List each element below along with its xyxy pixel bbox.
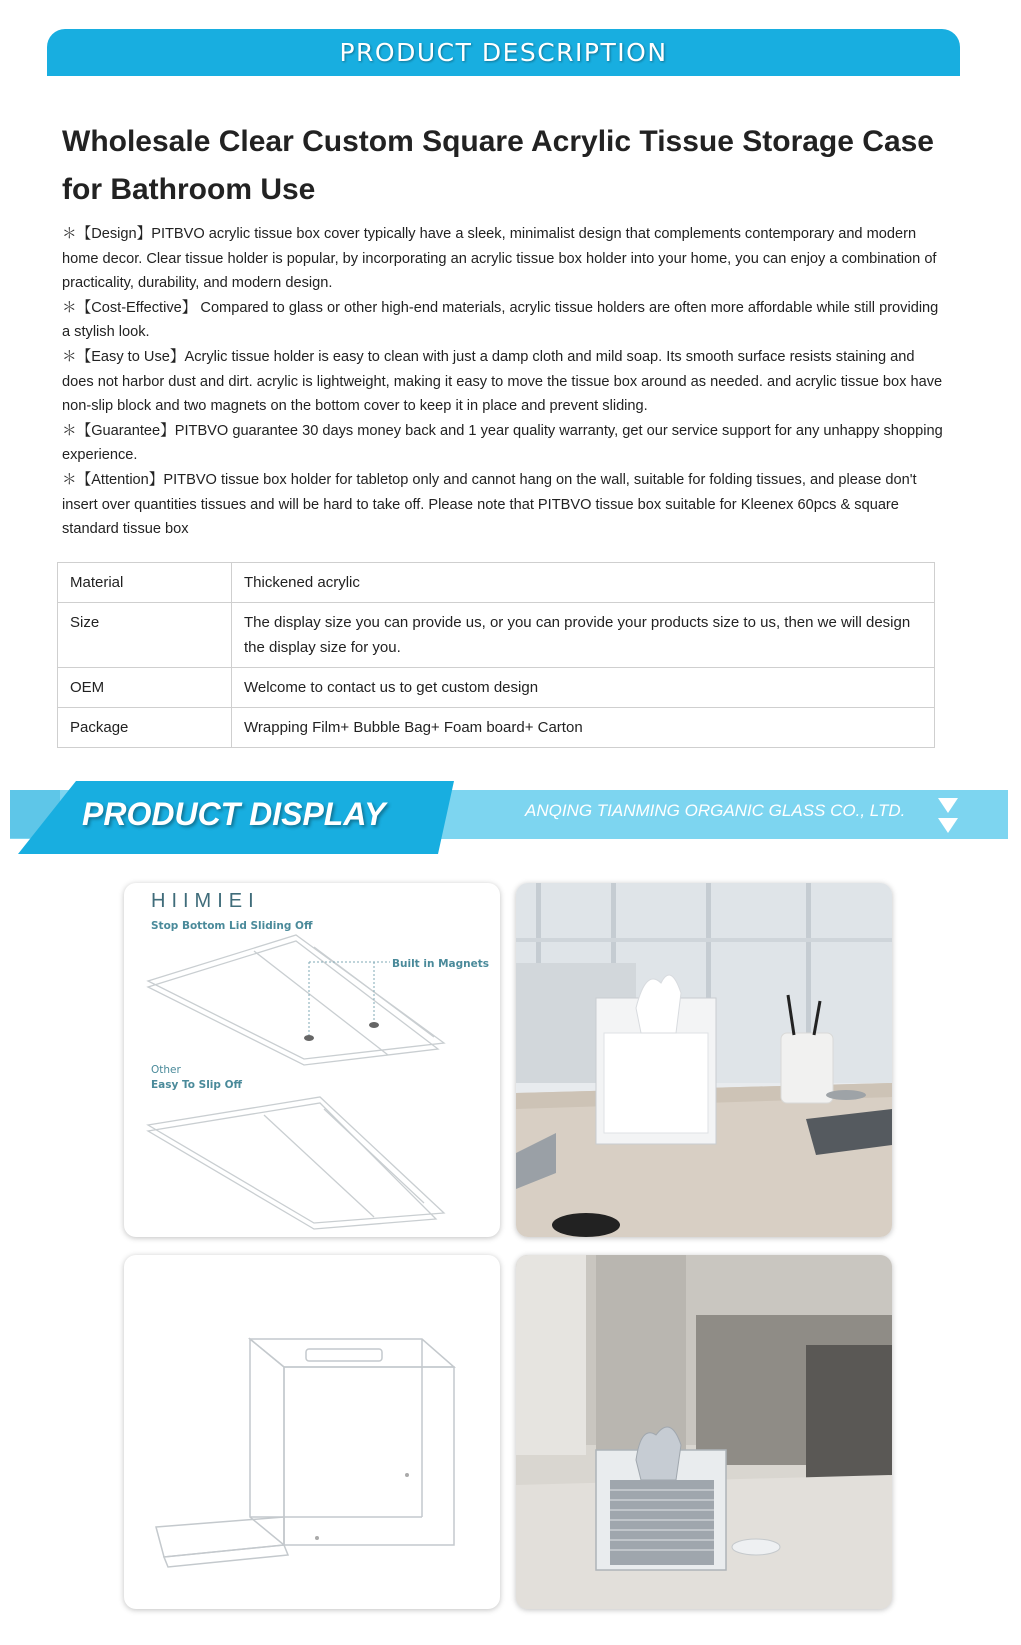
product-photo-tabletop (516, 1255, 892, 1609)
feature-guarantee: ＊【Guarantee】PITBVO guarantee 30 days money back and 1 year quality warranty, get our service support for any unhappy shopping experience. (62, 422, 943, 464)
product-photo-magnets-diagram (124, 883, 500, 1237)
product-description-banner (47, 29, 960, 76)
tabletop-scene (516, 1255, 892, 1609)
spec-value: Thickened acrylic (232, 563, 935, 603)
office-desk-scene (516, 883, 892, 1237)
table-row (58, 668, 935, 708)
label-magnets: Built in Magnets (392, 958, 489, 970)
spec-value: The display size you can provide us, or you can provide your products size to us, then we will design the display size for you. (232, 603, 935, 668)
product-photo-open-box (124, 1255, 500, 1609)
spec-value: Welcome to contact us to get custom design (232, 668, 935, 708)
feature-design: ＊【Design】PITBVO acrylic tissue box cover typically have a sleek, minimalist design that complements contemporary and modern home decor. Clear tissue holder is popular, by incorporating an acrylic tissue box holder into your home, you can enjoy a combination of practicality, durability, and modern design. (62, 226, 937, 292)
table-row (58, 708, 935, 748)
double-chevron-down-icon (936, 796, 960, 836)
open-box-illustration (124, 1255, 500, 1609)
label-stop-sliding: Stop Bottom Lid Sliding Off (151, 920, 313, 932)
spec-key: Size (58, 603, 232, 668)
spec-key: Package (58, 708, 232, 748)
product-title: Wholesale Clear Custom Square Acrylic Tissue Storage Case for Bathroom Use (62, 125, 934, 206)
feature-list (62, 222, 944, 542)
feature-cost-effective: ＊【Cost-Effective】 Compared to glass or other high-end materials, acrylic tissue holders are often more affordable while still providing a stylish look. (62, 299, 939, 341)
spec-value: Wrapping Film+ Bubble Bag+ Foam board+ Carton (232, 708, 935, 748)
product-photo-office-desk (516, 883, 892, 1237)
feature-easy-to-use: ＊【Easy to Use】Acrylic tissue holder is easy to clean with just a damp cloth and mild soap. Its smooth surface resists staining and does not harbor dust and dirt. acrylic is lightweight, making it easy to move the tissue box around as needed. and acrylic tissue box have non-slip block and two magnets on the bottom cover to keep it in place and prevent sliding. (62, 348, 943, 415)
table-row (58, 563, 935, 603)
spec-key: Material (58, 563, 232, 603)
spec-table (57, 562, 935, 748)
feature-attention: ＊【Attention】PITBVO tissue box holder for tabletop only and cannot hang on the wall, suitable for folding tissues, and please don't insert over quantities tissues and will be hard to take off. Please note that PITBVO tissue box suitable for Kleenex 60pcs & square standard tissue box (62, 471, 917, 538)
label-other: Other (151, 1064, 181, 1076)
label-easy-slip: Easy To Slip Off (151, 1079, 243, 1091)
banner-title: PRODUCT DESCRIPTION (339, 38, 668, 67)
company-name: ANQING TIANMING ORGANIC GLASS CO., LTD. (525, 801, 906, 820)
product-display-title: PRODUCT DISPLAY (82, 796, 386, 832)
table-row (58, 603, 935, 668)
spec-key: OEM (58, 668, 232, 708)
brand-logo: HIIMIEI (151, 890, 260, 912)
lid-diagram-illustration (124, 883, 500, 1237)
